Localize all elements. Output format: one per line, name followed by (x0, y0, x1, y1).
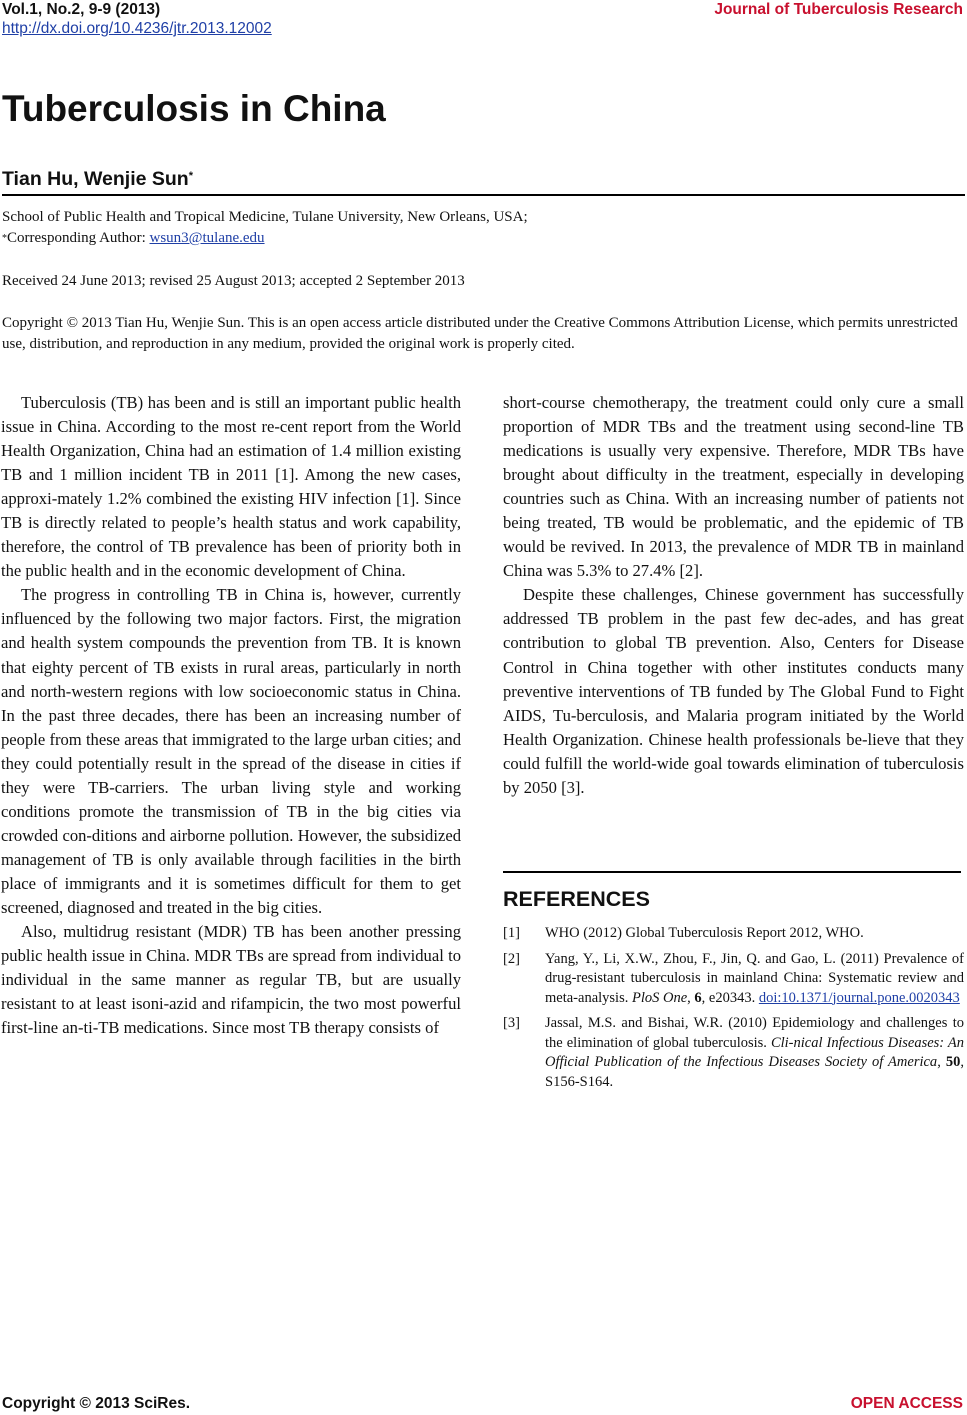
body-paragraph: The progress in controlling TB in China is, however, currently influenced by the following two major factors. First, the migration and health system compounds the prevention from TB. It is known that eighty percent of TB exists in rural areas, particularly in north and north-western regions with low socioeconomic status in China. In the past three decades, there has been an increasing number of people from these areas that immigrated to the large urban cities; and they could potentially result in the spread of the disease in cities if they were TB-carriers. The urban living style and working conditions promote the transmission of TB in the big cities via crowded con-ditions and airborne pollution. However, the subsidized management of TB is only available through facilities in the birth place of immigrants and it is sometimes difficult for them to get screened, diagnosed and treated in the big cities. (1, 585, 461, 917)
body-paragraph: Despite these challenges, Chinese government has successfully addressed TB problem in the past few dec-ades, and has great contribution to global TB prevention. Also, Centers for Disease Control in China together with other institutes conducts many preventive interventions of TB funded by The Global Fund to Fight AIDS, Tu-berculosis, and Malaria program initiated by the World Health Organization. Chinese health professionals be-lieve that they could fulfill the world-wide goal towards elimination of tuberculosis by 2050 [3]. (503, 585, 964, 797)
body-paragraph-continued: short-course chemotherapy, the treatment could only cure a small proportion of MDR TBs and the treatment using second-line TB medications is usually very expensive. Therefore, MDR TBs have brought about difficulty in the treatment, especially in developing countries such as China. With an increasing number of patients not being treated, TB would be problematic, and the epidemic of TB would be revived. In 2013, the prevalence of MDR TB in mainland China was 5.3% to 27.4% [2]. (503, 393, 964, 581)
reference-doi-link[interactable]: doi:10.1371/journal.pone.0020343 (758, 989, 960, 1006)
corresponding-author (2, 228, 265, 249)
corresponding-marker: * (188, 170, 193, 182)
references-heading: REFERENCES (503, 887, 650, 911)
article-title: Tuberculosis in China (2, 88, 386, 129)
article-dates: Received 24 June 2013; revised 25 August 2013; accepted 2 September 2013 (2, 273, 465, 289)
journal-name: Journal of Tuberculosis Research (714, 1, 963, 18)
body-paragraph: Tuberculosis (TB) has been and is still an important public health issue in China. According to the most re-cent report from the World Health Organization, China had an estimation of 1.4 million existing TB and 1 million incident TB in 2011 [1]. Among the new cases, approxi-mately 1.2% combined the existing HIV infection [1]. Since TB is directly related to people’s health status and work capability, therefore, the control of TB prevalence has been of priority both in the public health and in the economic development of China. (1, 393, 461, 581)
reference-number: [1] (503, 925, 520, 941)
reference-separator: , (937, 1054, 946, 1070)
corresponding-marker-note: * (2, 233, 7, 244)
journal-volume-info: Vol.1, No.2, 9-9 (2013) (2, 1, 161, 18)
doi-link[interactable]: http://dx.doi.org/10.4236/jtr.2013.12002 (2, 20, 272, 37)
reference-volume: 50 (945, 1054, 961, 1070)
reference-text: Yang, Y., Li, X.W., Zhou, F., Jin, Q. and Gao, L. (2011) Prevalence of drug-resistant tuberculosis in mainland China: Systematic review and meta-analysis. (545, 950, 964, 1006)
reference-separator: , (687, 989, 695, 1006)
reference-text: WHO (2012) Global Tuberculosis Report 2012, WHO. (545, 925, 864, 941)
corresponding-label: Corresponding Author: (7, 230, 150, 246)
reference-journal: Cli-nical Infectious Diseases: An Official Publication of the Infectious Diseases Society of America (545, 1034, 965, 1070)
footer-copyright: Copyright © 2013 SciRes. (2, 1395, 191, 1412)
body-column-right (503, 391, 964, 800)
reference-item (503, 924, 964, 944)
author-divider (2, 194, 965, 196)
body-column-left (1, 391, 461, 1040)
body-paragraph: Also, multidrug resistant (MDR) TB has been another pressing public health issue in China. MDR TBs are spread from individual to individual in the same manner as regular TB, but are usually resistant to at least isoni-azid and rifampicin, the two most powerful first-line an-ti-TB medications. Since most TB therapy consists of (1, 922, 461, 1038)
affiliation: School of Public Health and Tropical Medicine, Tulane University, New Orleans, USA; (2, 209, 528, 225)
reference-number: [3] (503, 1015, 520, 1031)
copyright-notice: Copyright © 2013 Tian Hu, Wenjie Sun. This is an open access article distributed under the Creative Commons Attribution License, which permits unrestricted use, distribution, and reproduction in any medium, provided the original work is properly cited. (2, 315, 958, 352)
reference-text: Jassal, M.S. and Bishai, W.R. (2010) Epidemiology and challenges to the elimination of global tuberculosis. (545, 1015, 964, 1051)
reference-item (503, 1014, 964, 1092)
reference-volume: 6 (694, 989, 702, 1006)
open-access-label: OPEN ACCESS (850, 1395, 963, 1412)
reference-journal: PloS One (631, 989, 688, 1006)
reference-item (503, 950, 964, 1009)
author-names: Tian Hu, Wenjie Sun (2, 168, 189, 190)
reference-number: [2] (503, 950, 520, 967)
reference-pages: , S156-S164. (545, 1054, 964, 1090)
corresponding-email-link[interactable]: wsun3@tulane.edu (149, 230, 265, 246)
author-list (2, 166, 193, 192)
references-divider (503, 871, 961, 873)
reference-list (503, 924, 964, 1098)
reference-pages: , e20343. (701, 989, 759, 1006)
